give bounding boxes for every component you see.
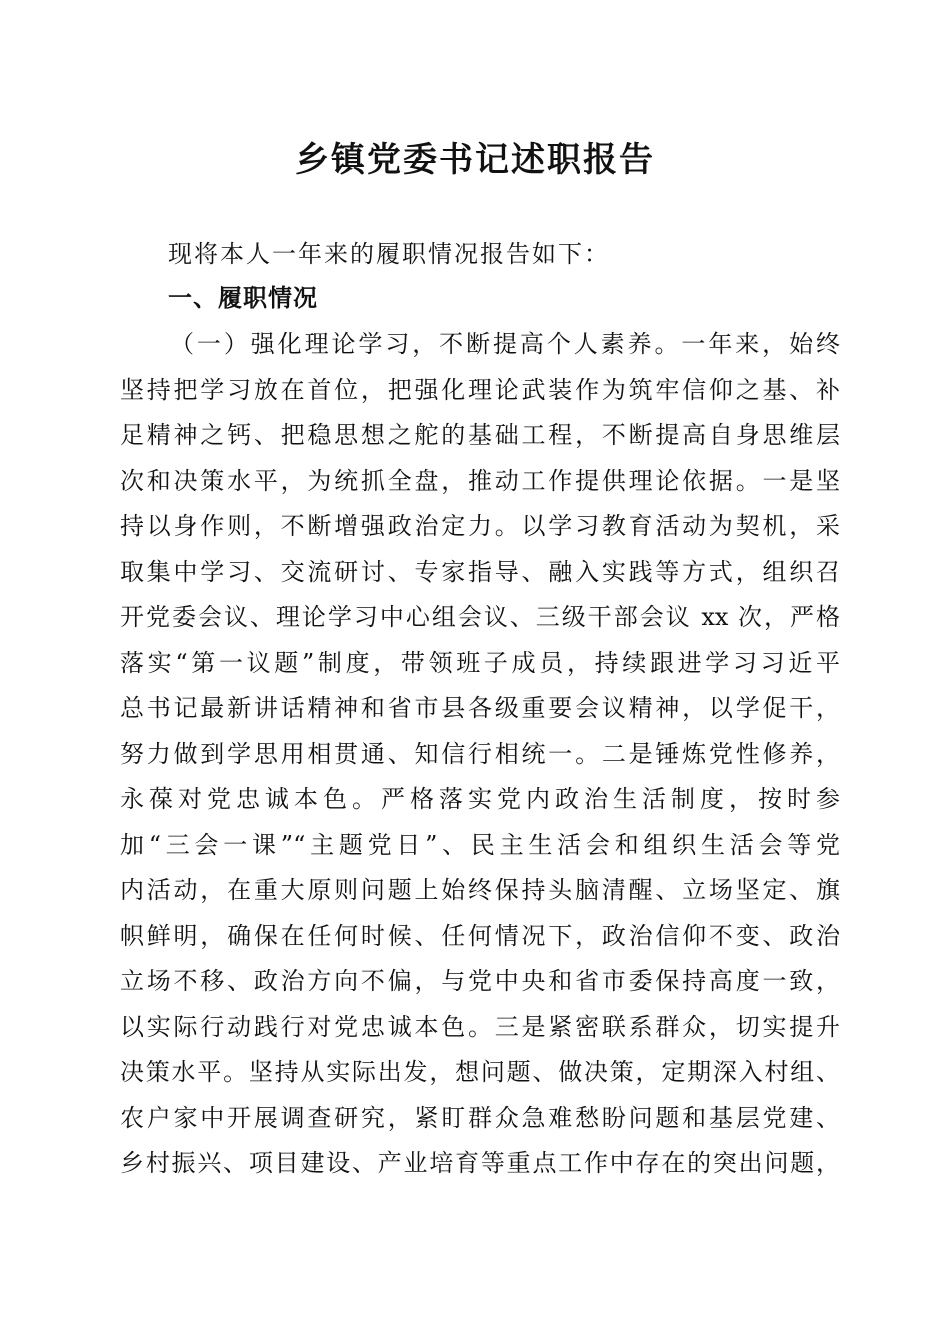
body-paragraph: [120, 322, 840, 1187]
document-title: 乡镇党委书记述职报告: [295, 140, 655, 180]
body-line: 乡村振兴、项目建设、产业培育等重点工作中存在的突出问题，: [120, 1149, 840, 1177]
body-line: 决策水平。坚持从实际出发，想问题、做决策，定期深入村组、: [120, 1058, 840, 1086]
body-line: 足精神之钙、把稳思想之舵的基础工程，不断提高自身思维层: [120, 421, 840, 449]
body-line: 落实“第一议题”制度，带领班子成员，持续跟进学习习近平: [120, 648, 840, 677]
body-line: 坚持把学习放在首位，把强化理论武装作为筑牢信仰之基、补: [120, 375, 840, 404]
body-line: 农户家中开展调查研究，紧盯群众急难愁盼问题和基层党建、: [120, 1103, 840, 1132]
body-line: 立场不移、政治方向不偏，与党中央和省市委保持高度一致，: [120, 967, 840, 995]
body-line: 持以身作则，不断增强政治定力。以学习教育活动为契机，采: [120, 512, 840, 540]
body-line: 永葆对党忠诚本色。严格落实党内政治生活制度，按时参: [120, 785, 840, 813]
body-line: 帜鲜明，确保在任何时候、任何情况下，政治信仰不变、政治: [120, 921, 840, 950]
body-line: 以实际行动践行对党忠诚本色。三是紧密联系群众，切实提升: [120, 1012, 840, 1041]
body-line: 取集中学习、交流研讨、专家指导、融入实践等方式，组织召: [120, 557, 840, 586]
body-line: 加“三会一课”“主题党日”、民主生活会和组织生活会等党: [120, 830, 840, 859]
intro-paragraph: 现将本人一年来的履职情况报告如下：: [168, 240, 610, 268]
body-line: 内活动，在重大原则问题上始终保持头脑清醒、立场坚定、旗: [120, 876, 840, 904]
body-line: 努力做到学思用相贯通、知信行相统一。二是锤炼党性修养，: [120, 739, 840, 768]
body-line: （一）强化理论学习，不断提高个人素养。一年来，始终: [170, 330, 840, 358]
section-heading: 一、履职情况: [168, 284, 318, 312]
body-line: 次和决策水平，为统抓全盘，推动工作提供理论依据。一是坚: [120, 466, 840, 495]
body-line: 开党委会议、理论学习中心组会议、三级干部会议 xx 次，严格: [120, 603, 840, 631]
body-line: 总书记最新讲话精神和省市县各级重要会议精神，以学促干，: [120, 694, 840, 722]
